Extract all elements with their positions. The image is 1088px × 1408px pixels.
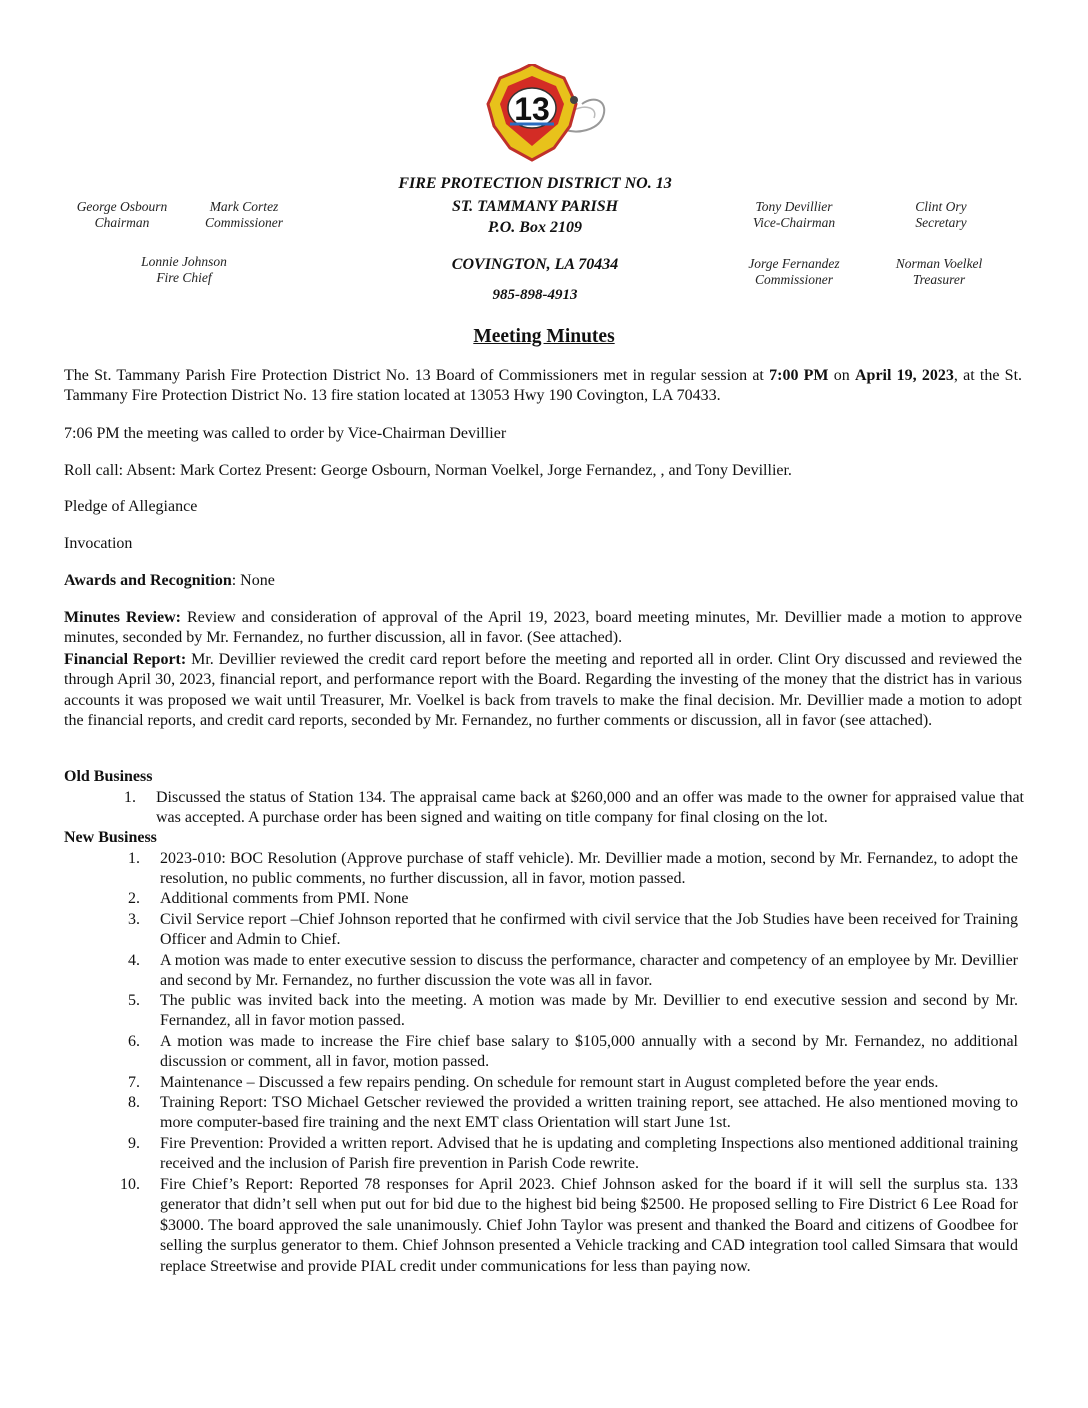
list-number: 6.: [128, 1033, 140, 1050]
financial-report-section: [64, 650, 1022, 732]
official-role: Fire Chief: [156, 270, 212, 285]
official-role: Vice-Chairman: [752, 215, 836, 230]
official-treasurer: [872, 256, 1006, 288]
official-role: Secretary: [915, 215, 967, 230]
intro-text: on: [828, 367, 855, 384]
pledge: Pledge of Allegiance: [64, 498, 198, 515]
official-vice-chairman: [730, 199, 858, 231]
intro-text: , at the St. Tammany Fire Protection District No. 13 fire station located at 13053 Hwy 190 Covington, LA 70433.: [64, 367, 1023, 405]
official-role: Commissioner: [754, 272, 833, 287]
awards-text: : None: [231, 572, 275, 589]
list-number: 9.: [128, 1135, 140, 1152]
list-text: Fire Chief’s Report: Reported 78 responses for April 2023. Chief Johnson asked for the board if it will sell the surplus sta. 133 generator that didn’t sell when put out for bid due to the highest bid being $2500. He proposed selling to Fire District 6 Lee Road for $3000. The board approved the sale unanimously. Chief John Taylor was present and thanked the Board and citizens of Goodbee for selling the surplus generator to them. Chief Johnson presented a Vehicle tracking and CAD integration tool called Simsara that would replace Streetwise and provide PIAL credit under communications for less than paying now.: [160, 1176, 1018, 1275]
list-text: A motion was made to increase the Fire chief base salary to $105,000 annually with a second by Mr. Fernandez, no additional discussion or comment, all in favor, motion passed.: [160, 1033, 1018, 1071]
minutes-review-text: Review and consideration of approval of the April 19, 2023, board meeting minutes, Mr. Devillier made a motion to approve minutes, seconded by Mr. Fernandez, no further discussion, all in favor. (See attached).: [64, 609, 1022, 647]
official-name: Lonnie Johnson: [141, 254, 227, 269]
list-number: 8.: [128, 1094, 140, 1111]
roll-call: Roll call: Absent: Mark Cortez Present: George Osbourn, Norman Voelkel, Jorge Fernandez, , and Tony Devillier.: [64, 462, 792, 479]
list-number: 1.: [128, 850, 140, 867]
list-text: 2023-010: BOC Resolution (Approve purchase of staff vehicle). Mr. Devillier made a motion, second by Mr. Fernandez, to adopt the resolution, no public comments, no further discussion, all in favor, motion passed.: [160, 850, 1018, 888]
official-name: Norman Voelkel: [895, 256, 983, 271]
minutes-review-section: [64, 608, 1022, 649]
list-text: Maintenance – Discussed a few repairs pending. On schedule for remount start in August completed before the year ends.: [160, 1074, 939, 1091]
logo-number: 13: [514, 91, 550, 127]
official-role: Treasurer: [912, 272, 966, 287]
list-number: 2.: [128, 890, 140, 907]
list-number: 4.: [128, 952, 140, 969]
invocation: Invocation: [64, 535, 133, 552]
official-commissioner-cortez: [186, 199, 302, 231]
page-title: Meeting Minutes: [473, 326, 615, 347]
list-text: The public was invited back into the meeting. A motion was made by Mr. Devillier to end executive session and second by Mr. Fernandez, all in favor motion passed.: [160, 992, 1018, 1030]
official-role: Commissioner: [204, 215, 283, 230]
header-po-box: P.O. Box 2109: [488, 219, 582, 236]
list-number: 7.: [128, 1074, 140, 1091]
call-to-order: 7:06 PM the meeting was called to order by Vice-Chairman Devillier: [64, 425, 507, 442]
intro-text: The St. Tammany Parish Fire Protection District No. 13 Board of Commissioners met in regular session at: [64, 367, 770, 384]
financial-report-label: Financial Report:: [64, 651, 187, 668]
old-business-heading: Old Business: [64, 768, 153, 785]
list-number: 3.: [128, 911, 140, 928]
fire-district-logo: [470, 64, 616, 164]
official-secretary: [880, 199, 1002, 231]
new-business-heading: New Business: [64, 829, 157, 846]
list-number: 10.: [120, 1176, 140, 1193]
official-role: Chairman: [94, 215, 150, 230]
official-name: Tony Devillier: [755, 199, 833, 214]
list-number: 5.: [128, 992, 140, 1009]
official-name: George Osbourn: [76, 199, 168, 214]
intro-paragraph: [64, 366, 1022, 407]
list-text: Civil Service report –Chief Johnson reported that he confirmed with civil service that the Job Studies have been received for Training Officer and Admin to Chief.: [160, 911, 1018, 949]
official-commissioner-fernandez: [726, 256, 862, 288]
fire-district-badge-logo: [470, 64, 616, 164]
official-name: Clint Ory: [915, 199, 967, 214]
official-name: Jorge Fernandez: [748, 256, 840, 271]
header-city: COVINGTON, LA 70434: [451, 256, 619, 273]
list-text: Discussed the status of Station 134. The appraisal came back at $260,000 and an offer was made to the owner for appraised value that was accepted. A purchase order has been signed and waiting on title company for final closing on the lot.: [156, 789, 1024, 827]
header-phone: 985-898-4913: [492, 287, 578, 303]
awards-label: Awards and Recognition: [64, 572, 232, 589]
list-text: A motion was made to enter executive session to discuss the performance, character and competency of an employee by Mr. Devillier and second by Mr. Fernandez, no further discussion the vote was all in favor.: [160, 952, 1018, 990]
meeting-date: April 19, 2023: [855, 367, 954, 384]
list-text: Fire Prevention: Provided a written report. Advised that he is updating and completing Inspections also mentioned additional training received and the inclusion of Parish fire prevention in Parish Code rewrite.: [160, 1135, 1018, 1173]
list-number: 1.: [124, 789, 136, 806]
minutes-review-label: Minutes Review:: [64, 609, 182, 626]
header-parish: ST. TAMMANY PARISH: [451, 198, 619, 215]
meeting-time: 7:00 PM: [769, 367, 829, 384]
financial-report-text: Mr. Devillier reviewed the credit card report before the meeting and reported all in order. Clint Ory discussed and reviewed the through April 30, 2023, financial report, and performance report with the Board. Regarding the investing of the money that the district has in various accounts it was proposed we wait until Treasurer, Mr. Voelkel is back from travels to make the final decision. Mr. Devillier made a motion to adopt the financial reports, and credit card reports, seconded by Mr. Fernandez, no further comments or discussion, all in favor (see attached).: [64, 651, 1022, 730]
official-name: Mark Cortez: [209, 199, 279, 214]
list-text: Training Report: TSO Michael Getscher reviewed the provided a written training report, see attached. He also mentioned moving to more computer-based fire training and the next EMT class Orientation will start June 1st.: [160, 1094, 1018, 1132]
header-district-name: FIRE PROTECTION DISTRICT NO. 13: [398, 175, 672, 192]
list-text: Additional comments from PMI. None: [160, 890, 409, 907]
official-chairman: [62, 199, 182, 231]
official-fire-chief: [124, 254, 244, 286]
awards-section: [64, 571, 1022, 591]
